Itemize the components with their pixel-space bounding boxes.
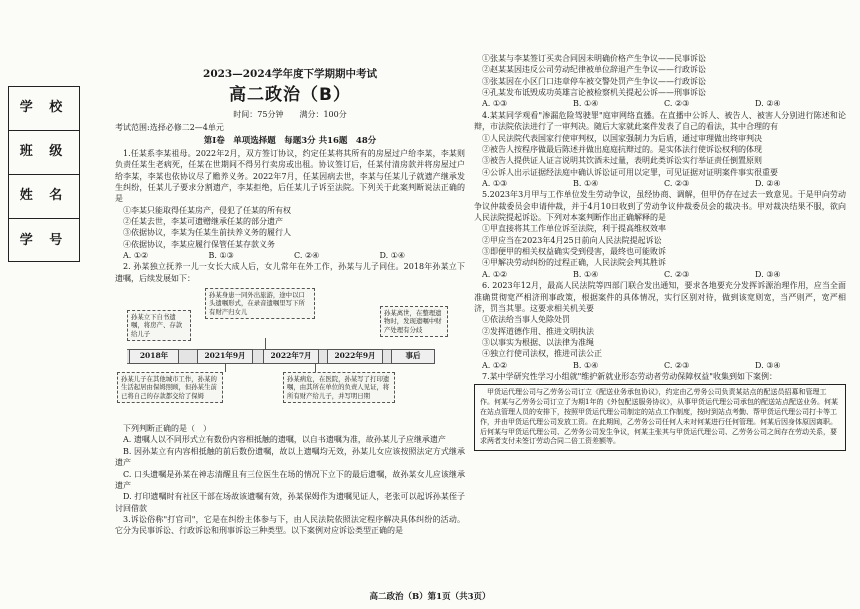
exam-scope: 考试范围:选择必修二2—4单元 [115,123,224,133]
timeline-year: 2022年7月 [263,349,319,364]
q3-answers [474,98,846,109]
q1-answer-a: A. ①② [123,251,149,261]
name-label: 姓 名 [9,175,79,219]
q5-answer-d: D. ③④ [755,269,781,279]
q5-option: ③即便甲的相关权益确实受到侵害，最终也可能败诉 [482,247,666,257]
q1-option: ②任某去世，李某可遗赠继承任某的部分遗产 [123,216,283,226]
q2-option: A. 遗嘱人以不同形式立有数份内容相抵触的遗嘱，以自书遗嘱为准，故孙某儿子应继承遗产 [123,435,446,445]
q4-answer-d: D. ②④ [755,178,781,188]
question-4-stem: 4.某某同学观看"渗漏危险驾驶罪"庭审网络直播。在直播中公诉人、被告人、被害人分别进行陈述和论辩，市法院依法进行了一审判决。随后大家就此案件发表了自己的看法，其中合理的有 [474,110,846,132]
left-column [115,57,465,537]
q6-option: ③以事实为根据、以法律为准绳 [482,337,594,347]
q5-answer-a: A. ①② [482,269,508,279]
timeline-note: 孙某身患一同外出旅游，途中以口头遗嘱形式，在录音遗嘱里写下所有财产归女儿 [205,288,315,319]
timeline-connector [265,338,266,349]
q6-answers [474,360,846,371]
question-1-stem: 1.任某系李某祖母。2022年2月，双方签订协议，约定任某将其所有的房屋过户给李某，李某则负责任某生老病死，任某在世期间不得另行卖房或出租。协议签订后，任某付清房款并将房屋过户给李某，李某也依协议尽了赡养义务。2022年7月，任某因病去世，李某与任某儿子就遗产继承发生纠纷，任某儿子要求分割遗产，李某拒绝，后任某儿子诉至法院。下列关于此案判断说法正确的是 [115,148,465,204]
question-5-stem: 5.2023年3月甲与工作单位发生劳动争议，虽经协商、调解，但甲仍存在过去一致意见。于是甲向劳动争议仲裁委员会申请仲裁，并于4月10日收到了劳动争议仲裁委员会的裁决书。甲对裁决结果不服，欲向人民法院提起诉讼。下列对本案判断作出正确解释的是 [474,190,846,223]
q5-option: ①甲直接将其工作单位诉至法院，利于提高维权效率 [482,224,666,234]
timeline-year: 2022年9月 [327,349,383,364]
q5-option: ④甲解决劳动纠纷的过程正确，人民法院会判其胜诉 [482,258,666,268]
q2-option: D. 打印遗嘱时有社区干部在场故该遗嘱有效，孙某保姆作为遗嘱见证人，老张可以起诉孙某侄子讨回借款 [115,492,465,513]
q2-lead: 下列判断正确的是（ ） [123,424,211,434]
q6-option: ①依法给当事人免除处罚 [482,315,570,325]
q1-answers [115,250,465,261]
school-label: 学 校 [9,87,79,131]
q3-answer-c: C. ②③ [664,99,690,109]
q3-answer-d: D. ②④ [755,99,781,109]
q2-timeline-figure [115,286,465,421]
q2-option: C. 口头遗嘱是孙某在神志清醒且有三位医生在场的情况下立下的最后遗嘱，故孙某女儿应该继承遗产 [115,469,465,490]
q5-option: ②甲应当在2023年4月25日前向人民法院提起诉讼 [482,235,662,245]
question-2-stem: 2. 孙某独立抚养一儿一女长大成人后，女儿常年在外工作，孙某与儿子同住。2018年孙某立下遗嘱，后续发展如下： [115,262,465,283]
section-heading: 第Ⅰ卷 单项选择题 每题3分 共16题 48分 [203,135,377,146]
page-footer: 高二政治（B）第1页（共3页） [369,591,491,602]
q1-answer-b: B. ①③ [208,251,234,261]
student-info-box [8,86,80,262]
question-3-stem: 3.诉讼俗称"打官司"，它是在纠纷主体参与下，由人民法院依照法定程序解决具体纠纷的活动。它分为民事诉讼、行政诉讼和刑事诉讼三种类型。以下案例对应诉讼类型正确的是 [115,515,465,536]
q5-answers [474,269,846,280]
timeline-year: 事后 [391,349,435,364]
exam-meta: 时间：75分钟 满分：100分 [233,110,347,120]
q3-option: ①张某与李某签订买卖合同因未明确价格产生争议——民事诉讼 [482,54,706,63]
q6-answer-a: A. ①② [482,360,508,370]
q6-answer-d: D. ③④ [755,360,781,370]
q6-answer-c: C. ②③ [664,360,690,370]
q1-answer-c: C. ②④ [294,251,320,261]
q3-option: ③张某因在小区门口违章停车被交警处罚产生争议——行政诉讼 [482,76,706,86]
q4-answers [474,178,846,189]
q2-option: B. 因孙某立有内容相抵触的前后数份遗嘱，故以上遗嘱均无效，孙某儿女应该按照法定方式继承遗产 [115,446,465,468]
q4-option: ①人民法院代表国家行使审判权，以国家强制力为后盾，通过审理做出终审判决 [482,133,762,143]
q1-answer-d: D. ①④ [379,251,406,261]
timeline-note: 孙某立下自书遗嘱，将房产、存款给儿子 [127,310,191,341]
timeline-note: 孙某离世，在整理遗物时，发现遗嘱中财产处理有分歧 [380,306,448,337]
q4-answer-a: A. ①③ [482,178,508,188]
timeline-year: 2021年9月 [197,349,253,364]
timeline-connector [315,364,316,372]
right-column [474,53,846,451]
q4-option: ④公诉人出示证据经法庭中确认诉讼证可用以定罪，可见证据对证明案件事实很重要 [482,167,778,177]
timeline-note: 孙某病危，在医院，孙某写了打印遗嘱，由其所在单位的负责人见证，将所有财产给儿子，并写明日期 [283,372,395,403]
q3-answer-b: B. ①④ [573,99,599,109]
q6-option: ②发挥道德作用、推进文明执法 [482,326,594,336]
q5-answer-b: B. ①④ [573,269,599,279]
q1-option: ③依据协议，李某为任某生前扶养义务的履行人 [123,228,291,238]
timeline-connector [225,364,226,372]
q6-option: ④独立行使司法权，推进司法公正 [482,349,602,359]
exam-title: 2023—2024学年度下学期期中考试 [203,68,377,80]
question-7-stem: 7.某中学研究性学习小组就"维护新就业形态劳动者劳动保障权益"收集到如下案例： [482,372,777,382]
q4-option: ③被告人提供证人证言说明其饮酒未过量，表明此类诉讼实行举证责任倒置原则 [482,156,762,166]
subject-title: 高二政治（B） [229,84,351,105]
q5-answer-c: C. ②③ [664,269,690,279]
q4-answer-b: B. ①④ [573,178,599,188]
timeline-year: 2018年 [129,349,179,364]
timeline-note: 孙某儿子在其他城市工作，孙某的生活起居由保姆照顾，但孙某生前已将自己的存款都交给了保姆 [117,372,223,403]
q1-option: ①李某只能取得任某房产，侵犯了任某的所有权 [123,205,291,215]
q3-option: ④孔某发布诋毁成功英雄言论被检察机关提起公诉——刑事诉讼 [482,88,706,98]
question-6-stem: 6. 2023年12月，最高人民法院等四部门联合发出通知，要求各地要充分发挥诉源治理作用，应当全面准确贯彻宽严相济刑事政策，根据案件的具体情况，实行区别对待，做到该宽则宽，当严则严，宽严相济，罚当其罪。这要求相关机关要 [474,281,846,313]
q3-answer-a: A. ①③ [482,99,508,109]
class-label: 班 级 [9,131,79,175]
q7-case-box: 甲货运代理公司与乙劳务公司订立《配送业务承包协议》，约定由乙劳务公司负责某站点的配送员招募和管理工作。何某与乙劳务公司订立了为期1年的《外包配送服务协议》，从事甲货运代理公司承包的配送站点配送业务。何某在站点管理人员的安排下，按照甲货运代理公司制定的站点工作制度，按时到站点考勤、帮甲货运代理公司打卡等工作，并由甲货运代理公司发放工资。在此期间，乙劳务公司任何人未对何某进行任何管理。何某后因身体原因离职。后何某与甲货运代理公司、乙劳务公司发生争议，何某主张其与甲货运代理公司、乙劳务公司之间存在劳动关系，要求两者支付未签订劳动合同二倍工资差额等。 [474,384,846,451]
q4-option: ②被告人按程序做最后陈述并做出庭庭抗辩过的。是实体法行使诉讼权利的体现 [482,144,762,154]
q6-answer-b: B. ①④ [573,360,599,370]
q4-answer-c: C. ②③ [664,178,690,188]
student-id-label: 学 号 [19,232,69,248]
q3-option: ②赵某某因违反公司劳动纪律被单位辞退产生争议——行政诉讼 [482,65,706,75]
q1-option: ④依据协议，李某应履行保管任某存款义务 [123,239,275,249]
